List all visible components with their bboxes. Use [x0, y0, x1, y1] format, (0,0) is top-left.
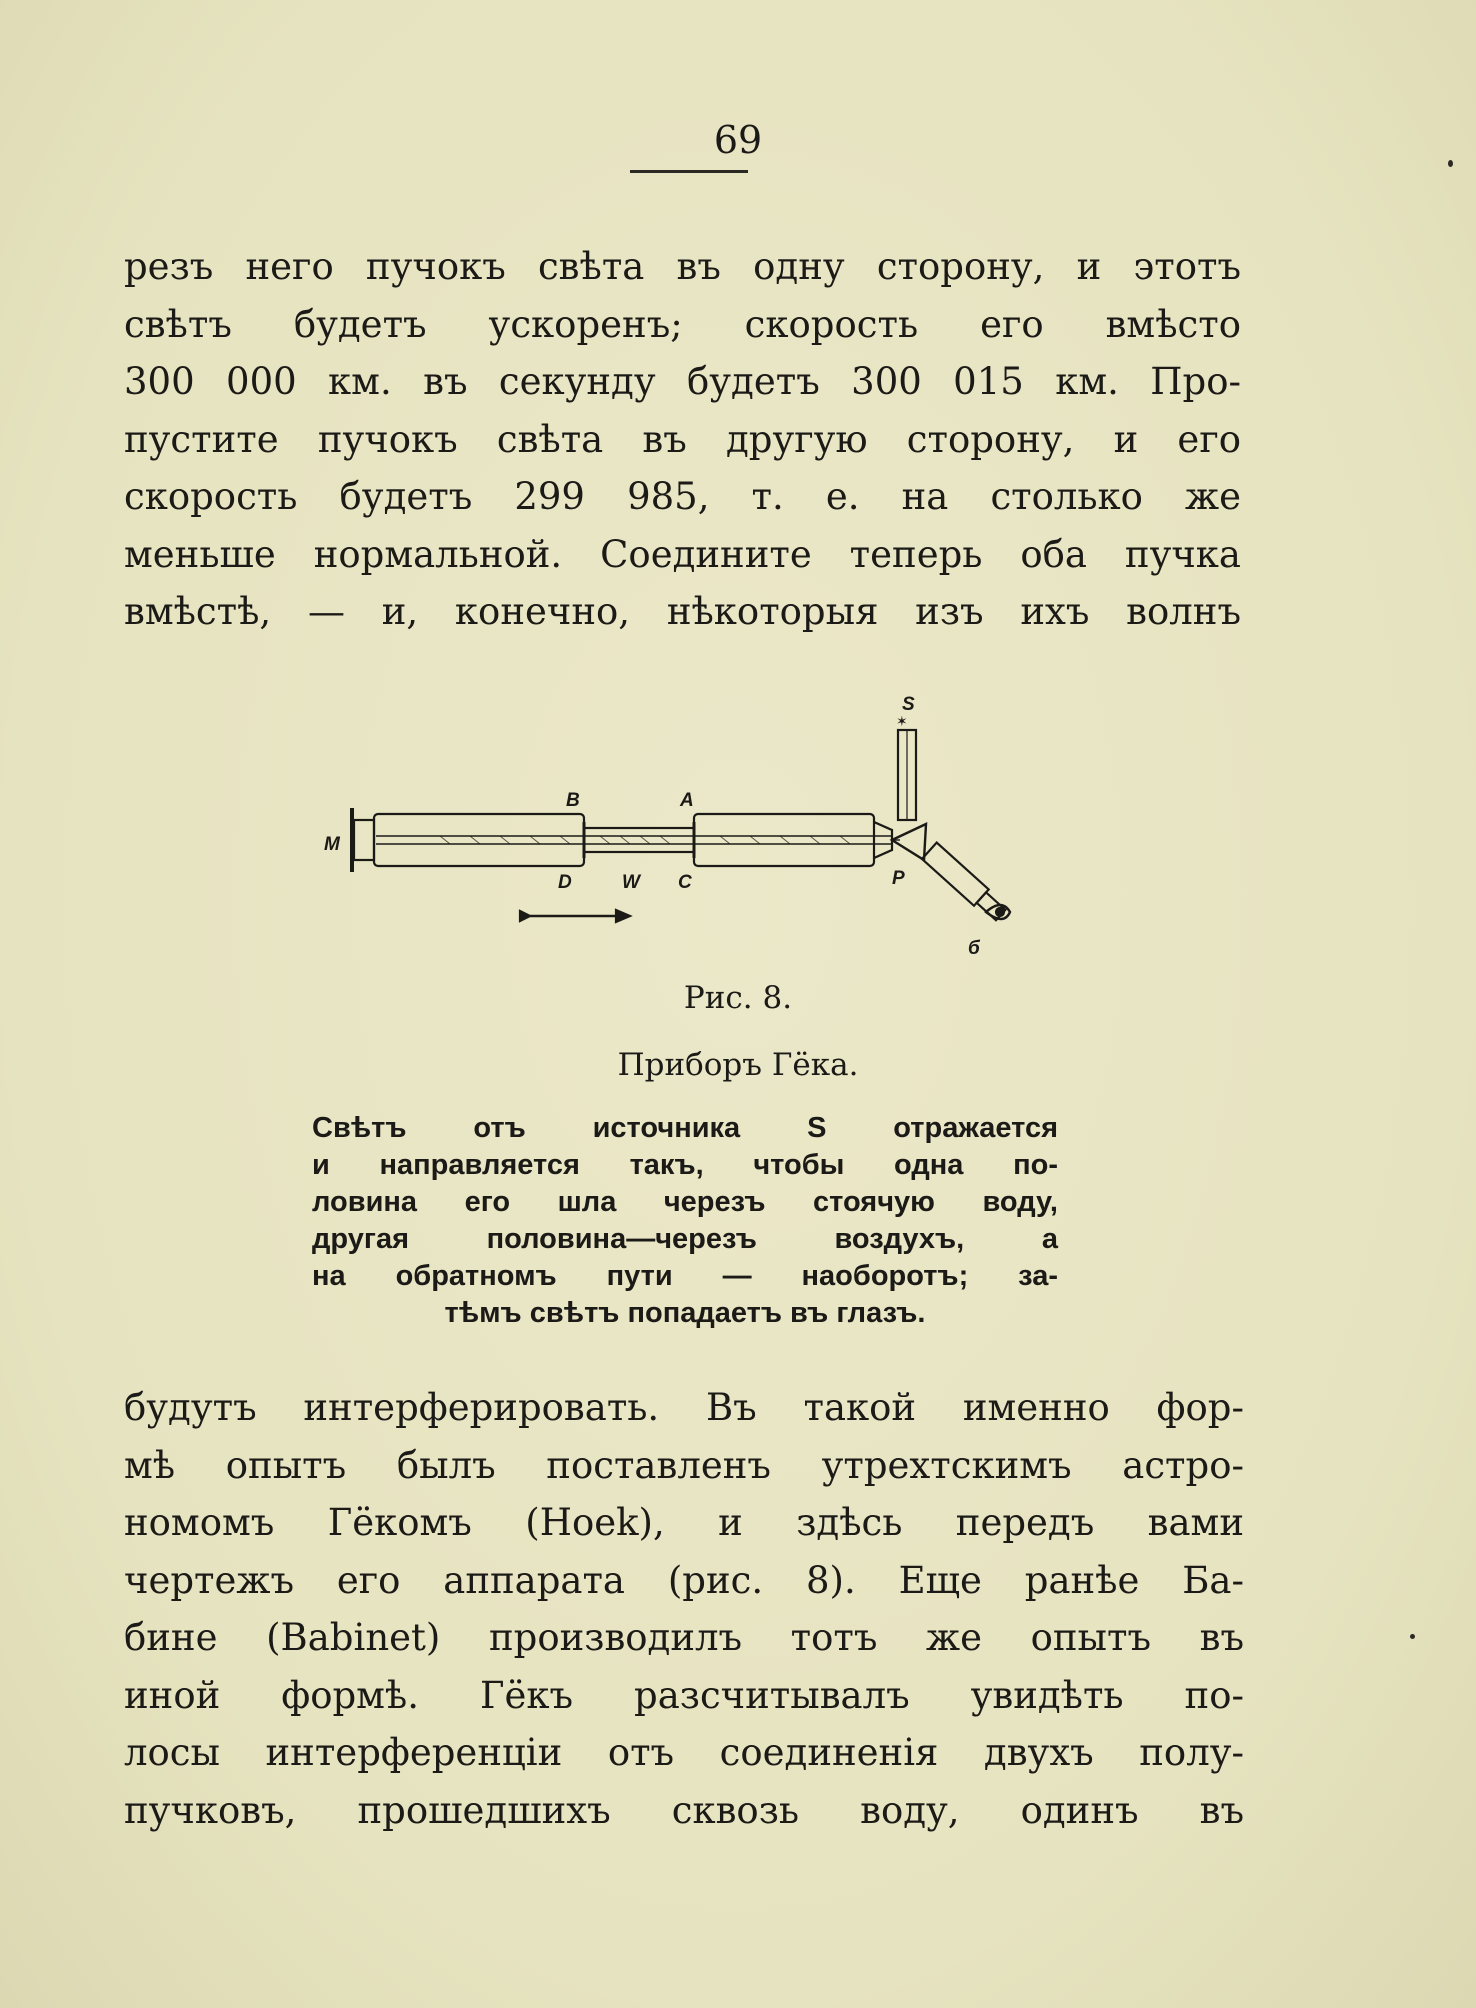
text-line: номомъ Гёкомъ (Hoek), и здѣсь передъ вами: [124, 1501, 1244, 1544]
source-star: ✶: [896, 713, 908, 729]
text-line: бине (Babinet) производилъ тотъ же опытъ въ: [124, 1616, 1244, 1659]
label-eye: б: [968, 938, 980, 959]
paragraph-bottom: [124, 1379, 1244, 1839]
tube-nozzle: [874, 822, 892, 858]
apparatus-drawing: [320, 690, 1040, 970]
left-tube: [374, 814, 584, 866]
text-line: резъ него пучокъ свѣта въ одну сторону, и этотъ: [124, 245, 1241, 288]
text-line: скорость будетъ 299 985, т. е. на столько же: [124, 475, 1241, 518]
text-line: 300 000 км. въ секунду будетъ 300 015 км. Про-: [124, 360, 1241, 403]
caption-line: тѣмъ свѣтъ попадаетъ въ глазъ.: [444, 1297, 926, 1329]
text-line: пучковъ, прошедшихъ сквозь воду, одинъ въ: [124, 1788, 1244, 1832]
text-line: меньше нормальной. Соедините теперь оба пучка: [124, 532, 1241, 576]
caption-line: другая половина—черезъ воздухъ, а: [312, 1223, 1058, 1255]
text-line: чертежъ его аппарата (рис. 8). Еще ранѣе Ба-: [124, 1558, 1244, 1602]
page-number-rule: [630, 170, 748, 173]
prism-p: [892, 824, 926, 860]
figure-title: Приборъ Гёка.: [617, 1047, 859, 1083]
caption-line: Свѣтъ отъ источника S отражается: [312, 1112, 1058, 1144]
caption-line: на обратномъ пути — наоборотъ; за-: [312, 1260, 1058, 1292]
text-line: мѣ опытъ былъ поставленъ утрехтскимъ астро-: [124, 1443, 1244, 1487]
label-d: D: [558, 872, 572, 893]
paragraph-top: [124, 238, 1241, 641]
text-line: иной формѣ. Гёкъ разсчитывалъ увидѣть по-: [124, 1673, 1244, 1717]
caption-line: ловина его шла черезъ стоячую воду,: [312, 1186, 1058, 1218]
right-tube: [694, 814, 874, 866]
page-number: 69: [713, 118, 763, 162]
figure-number: Рис. 8.: [683, 980, 793, 1016]
text-line: будутъ интерферировать. Въ такой именно фор-: [124, 1386, 1244, 1429]
label-w: W: [622, 872, 640, 893]
text-line: свѣтъ будетъ ускоренъ; скорость его вмѣсто: [124, 302, 1241, 346]
label-a: A: [680, 790, 694, 811]
paper-speck: [1448, 160, 1453, 167]
label-p: P: [892, 868, 905, 889]
text-line: лосы интерференціи отъ соединенія двухъ полу-: [124, 1731, 1244, 1774]
label-b: B: [566, 790, 580, 811]
hoek-apparatus-figure: [320, 690, 1040, 970]
paper-speck: [1410, 1634, 1415, 1639]
eyepiece-tube: [922, 843, 989, 906]
caption-line: и направляется такъ, чтобы одна по-: [312, 1149, 1058, 1181]
mirror-mount: [354, 820, 374, 860]
figure-caption: [312, 1110, 1058, 1332]
label-s: S: [902, 694, 915, 715]
text-line: вмѣстѣ, — и, конечно, нѣкоторыя изъ ихъ волнъ: [124, 590, 1241, 633]
water-tube: [584, 828, 694, 852]
text-line: пустите пучокъ свѣта въ другую сторону, и его: [124, 417, 1241, 461]
label-m: M: [324, 834, 340, 855]
label-c: C: [678, 872, 692, 893]
